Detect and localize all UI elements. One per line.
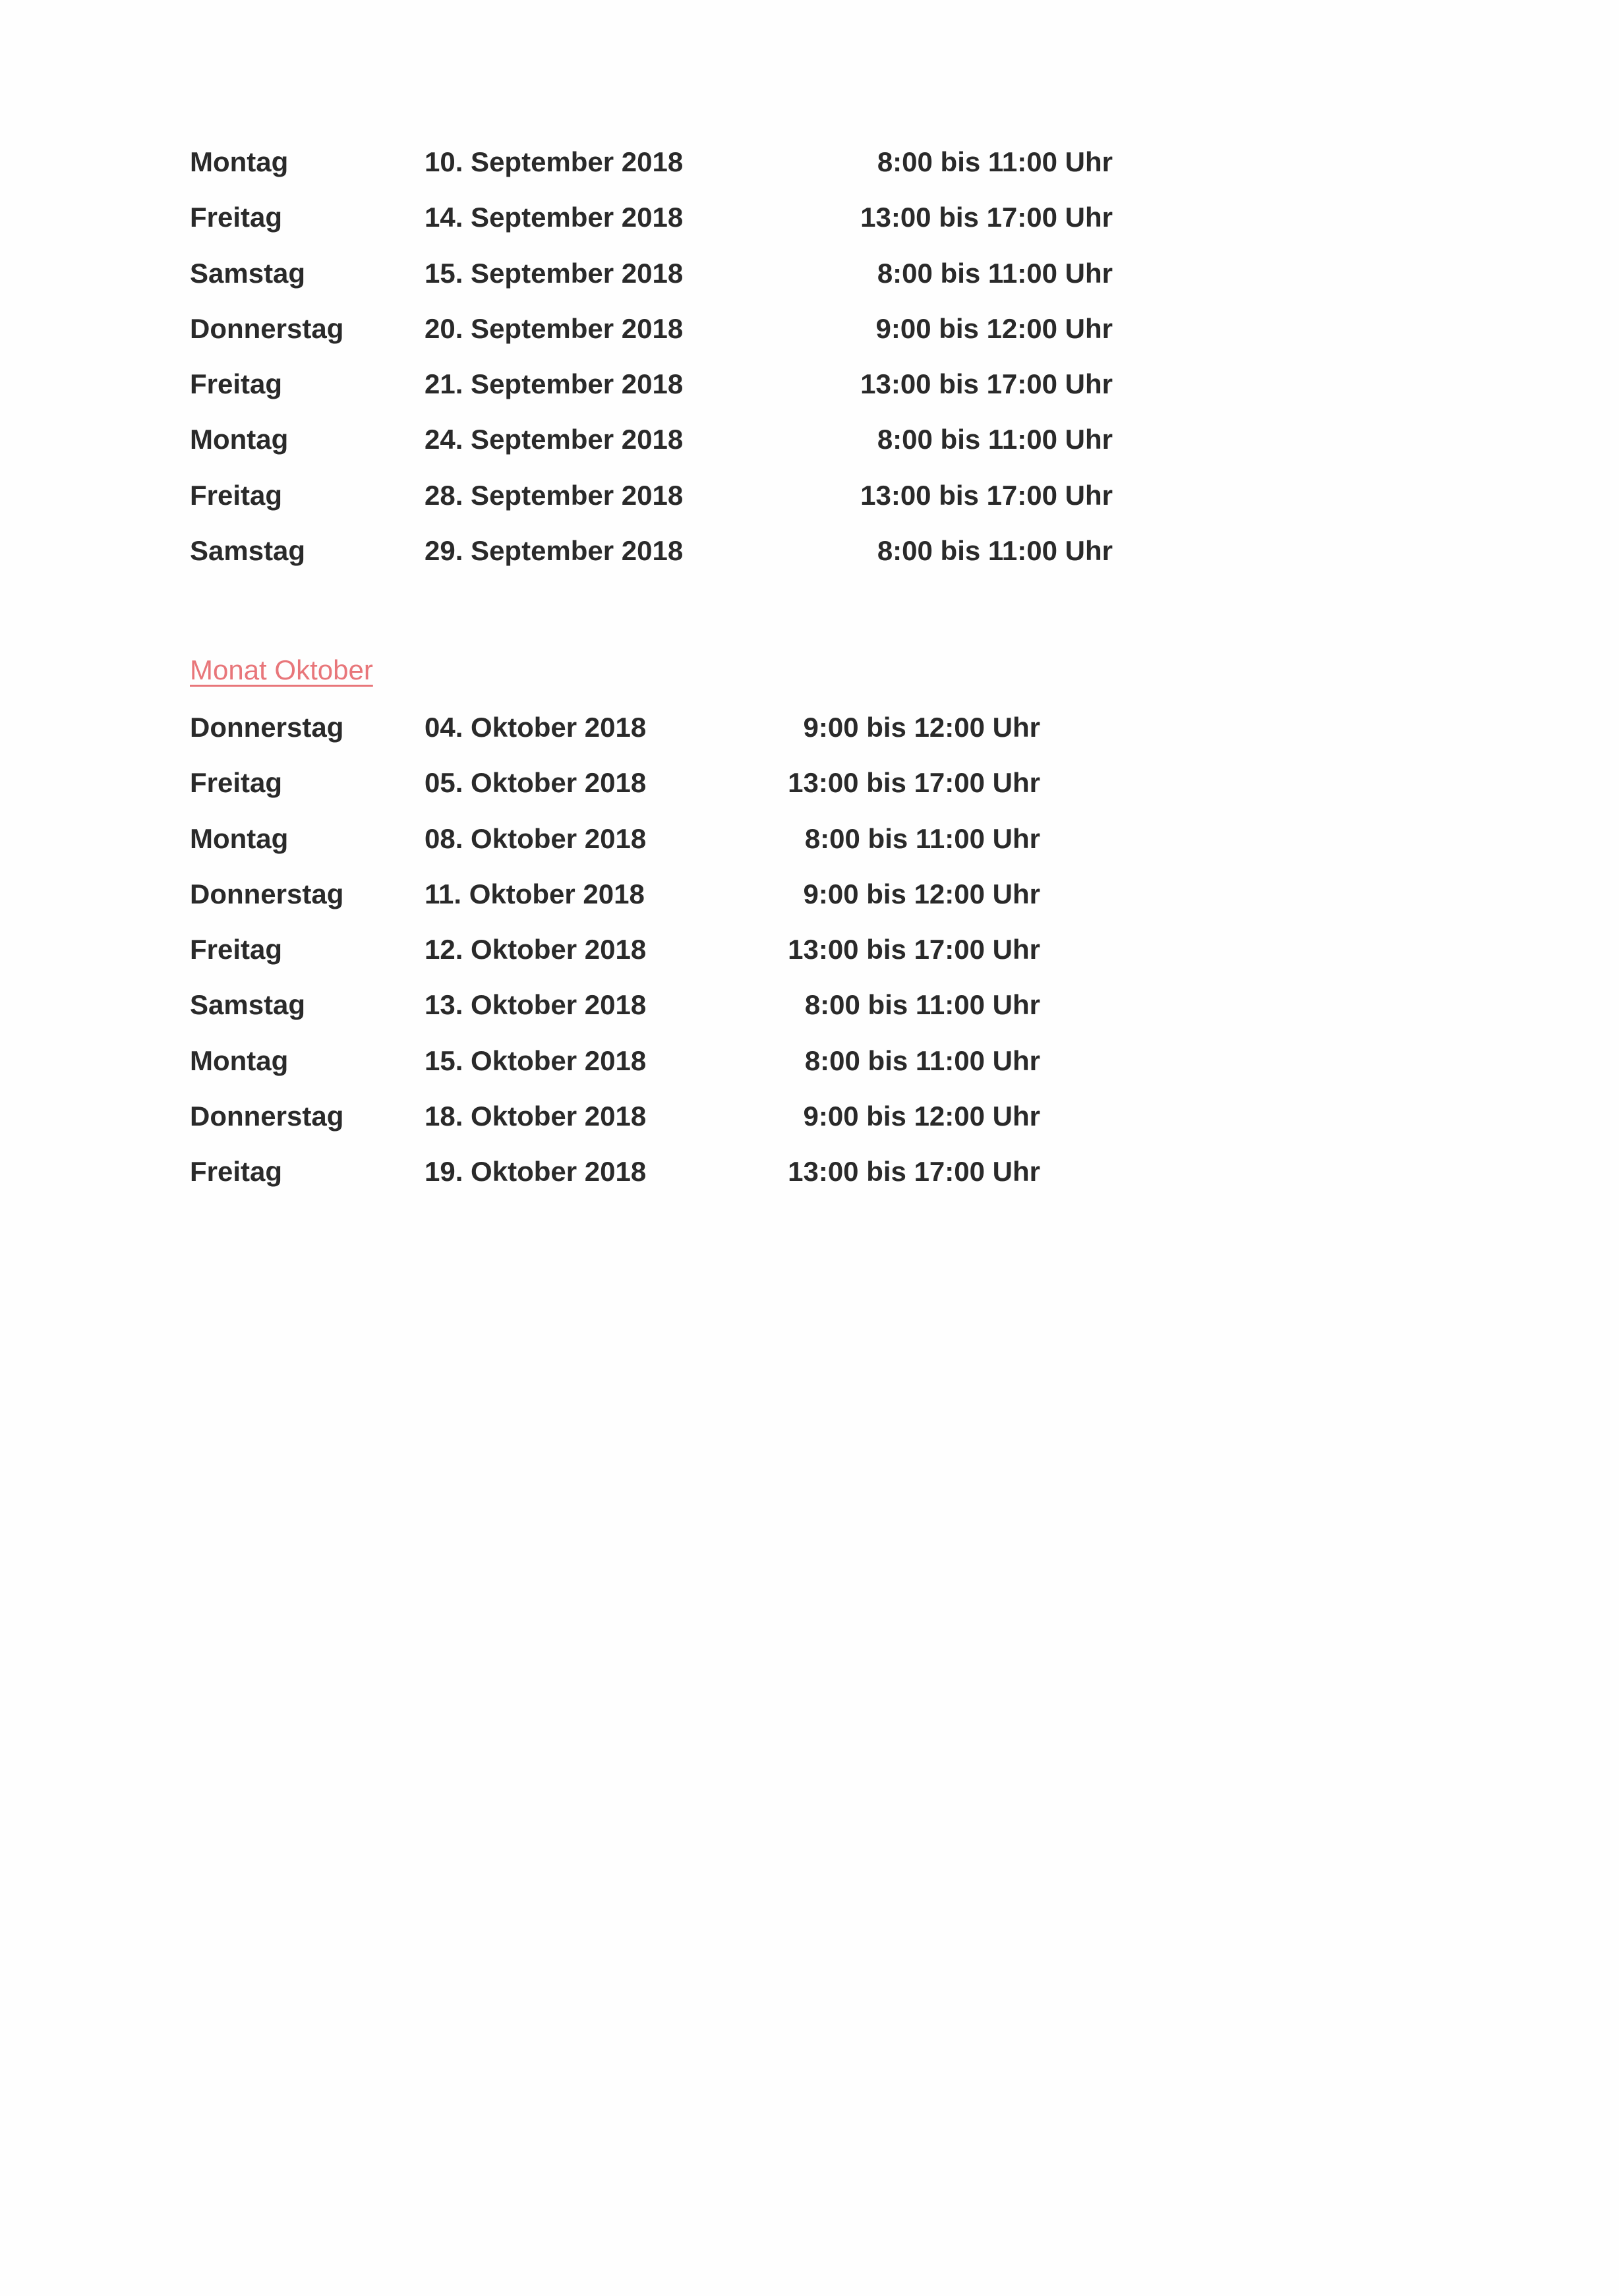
time-range: 8:00 bis 11:00 Uhr: [804, 989, 1040, 1021]
time-range: 8:00 bis 11:00 Uhr: [877, 257, 1113, 289]
date: 21. September 2018: [425, 368, 684, 400]
date: 13. Oktober 2018: [425, 989, 647, 1021]
schedule-row: [190, 258, 1113, 313]
schedule-row: [190, 823, 1113, 878]
time-range: 9:00 bis 12:00 Uhr: [803, 712, 1040, 743]
date: 04. Oktober 2018: [425, 712, 647, 743]
time-range: 13:00 bis 17:00 Uhr: [788, 1156, 1040, 1188]
weekday: Freitag: [190, 934, 283, 965]
time-range: 9:00 bis 12:00 Uhr: [803, 1101, 1040, 1132]
weekday: Samstag: [190, 989, 306, 1021]
date: 12. Oktober 2018: [425, 934, 647, 965]
date: 14. September 2018: [425, 202, 684, 233]
weekday: Montag: [190, 424, 289, 455]
weekday: Montag: [190, 146, 289, 177]
date: 19. Oktober 2018: [425, 1156, 647, 1188]
schedule-row: [190, 368, 1113, 424]
date: 20. September 2018: [425, 312, 684, 344]
schedule-row: [190, 989, 1113, 1045]
weekday: Montag: [190, 1045, 289, 1076]
weekday: Donnerstag: [190, 878, 344, 909]
date: 28. September 2018: [425, 479, 684, 511]
weekday: Freitag: [190, 368, 283, 400]
date: 24. September 2018: [425, 424, 684, 455]
schedule-row: [190, 480, 1113, 535]
schedule-row: [190, 1101, 1113, 1156]
time-range: 13:00 bis 17:00 Uhr: [860, 368, 1113, 400]
time-range: 13:00 bis 17:00 Uhr: [788, 934, 1040, 965]
schedule-row: [190, 1045, 1113, 1101]
date: 10. September 2018: [425, 146, 684, 177]
schedule-row: [190, 424, 1113, 479]
oktober-schedule: [190, 712, 1113, 1212]
schedule-row: [190, 712, 1113, 767]
time-range: 8:00 bis 11:00 Uhr: [877, 146, 1113, 177]
schedule-row: [190, 202, 1113, 257]
weekday: Montag: [190, 822, 289, 854]
time-range: 13:00 bis 17:00 Uhr: [860, 479, 1113, 511]
weekday: Donnerstag: [190, 312, 344, 344]
time-range: 8:00 bis 11:00 Uhr: [804, 1045, 1040, 1076]
time-range: 9:00 bis 12:00 Uhr: [803, 878, 1040, 909]
schedule-row: [190, 878, 1113, 934]
time-range: 13:00 bis 17:00 Uhr: [788, 767, 1040, 799]
schedule-row: [190, 934, 1113, 989]
time-range: 13:00 bis 17:00 Uhr: [860, 202, 1113, 233]
schedule-row: [190, 146, 1113, 202]
weekday: Freitag: [190, 479, 283, 511]
date: 11. Oktober 2018: [425, 878, 645, 909]
schedule-row: [190, 1156, 1113, 1211]
date: 18. Oktober 2018: [425, 1101, 647, 1132]
weekday: Samstag: [190, 257, 306, 289]
date: 15. September 2018: [425, 257, 684, 289]
schedule-row: [190, 313, 1113, 368]
time-range: 8:00 bis 11:00 Uhr: [804, 822, 1040, 854]
weekday: Freitag: [190, 1156, 283, 1188]
weekday: Samstag: [190, 535, 306, 567]
september-schedule: [190, 146, 1113, 590]
schedule-row: [190, 767, 1113, 822]
date: 05. Oktober 2018: [425, 767, 647, 799]
date: 15. Oktober 2018: [425, 1045, 647, 1076]
weekday: Donnerstag: [190, 1101, 344, 1132]
weekday: Donnerstag: [190, 712, 344, 743]
date: 08. Oktober 2018: [425, 822, 647, 854]
date: 29. September 2018: [425, 535, 684, 567]
time-range: 8:00 bis 11:00 Uhr: [877, 424, 1113, 455]
month-heading-oktober: Monat Oktober: [190, 654, 373, 685]
time-range: 9:00 bis 12:00 Uhr: [875, 312, 1113, 344]
weekday: Freitag: [190, 202, 283, 233]
time-range: 8:00 bis 11:00 Uhr: [877, 535, 1113, 567]
weekday: Freitag: [190, 767, 283, 799]
schedule-row: [190, 535, 1113, 590]
